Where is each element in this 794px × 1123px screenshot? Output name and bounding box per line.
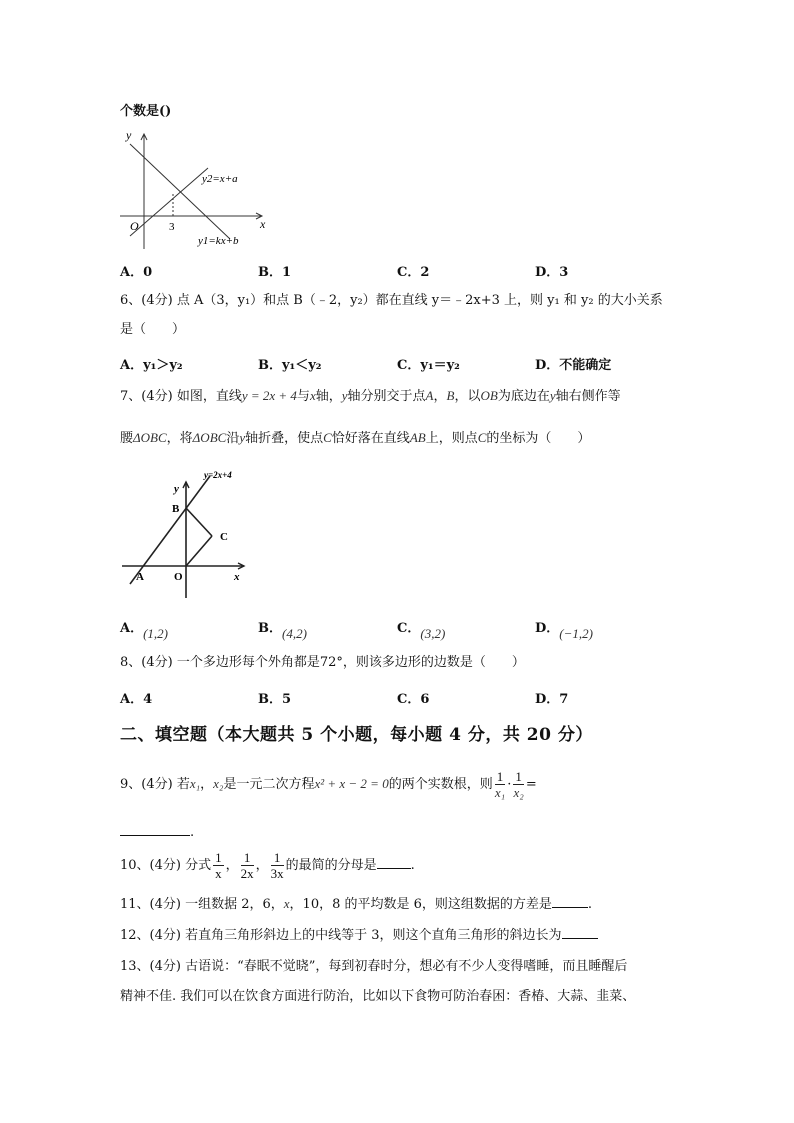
q11-line: 11、(4分) 一组数据 2，6，x，10，8 的平均数是 6，则这组数据的方差是 . [120,896,593,912]
q10-line: 10、(4分) 分式 $\frac{1}{x}$ ， $\frac{1}{2x}$ ， $\frac{1}{3x}$ 的最简的分母是 . [120,850,415,881]
q13-line1: 13、(4分) 古语说：“春眠不觉晓”，每到初春时分，想必有不少人变得嗜睡，而且睡醒后 [120,959,628,974]
q7-option-b: B．(4,2) [258,621,307,641]
q9-line: 9、(4分) 若x₁，x₂是一元二次方程x² + x − 2 = 0的两个实数根，则 $\frac{1}{\text{x₁}}$ · $\frac{1}{\text{x₂}}$ = [120,769,537,800]
q13-line2: 精神不佳. 我们可以在饮食方面进行防治，比如以下食物可防治春困：香椿、大蒜、韭菜、 [120,989,636,1004]
q5-option-a: A．0 [120,265,153,280]
q6-option-a: A．y₁＞y₂ [120,358,183,373]
q5-option-c: C．2 [397,265,430,280]
q5-y-label: y [126,128,132,142]
q9-frac-2: $\frac{1}{\text{x₂}}$ [513,769,524,800]
q7-option-c: C．(3,2) [397,621,446,641]
q5-graph [112,124,272,254]
q12-answer-blank[interactable] [562,926,598,939]
q5-line1-label: y1=kx+b [198,235,239,247]
q7-graph-b-label: B [172,503,180,515]
q8-option-b: B．5 [258,692,292,707]
q9-answer-blank[interactable] [120,823,190,836]
q7-line1: 7、(4分) 如图，直线y = 2x + 4与x轴，y轴分别交于点A，B，以OB为底边在y轴右侧作等 [120,388,621,404]
q10-frac-1: $\frac{1}{x}$ [215,850,222,881]
q7-graph-x-label: x [234,571,240,583]
q9-answer-line: . [120,823,194,841]
q5-origin-label: O [130,219,139,233]
q6-option-b: B．y₁＜y₂ [258,358,322,373]
q8-option-a: A．4 [120,692,153,707]
q7-graph-a-label: A [136,571,144,583]
section-2-heading: 二、填空题（本大题共 5 个小题，每小题 4 分，共 20 分） [120,725,593,745]
q5-line2-label: y2=x+a [202,173,238,185]
q7-option-a: A．(1,2) [120,621,169,641]
q5-x-label: x [260,217,266,231]
q6-line1: 6、(4分) 点 A（3，y₁）和点 B（﹣2，y₂）都在直线 y＝﹣2x+3 上，则 y₁ 和 y₂ 的大小关系 [120,293,663,308]
q10-frac-2: $\frac{1}{2x}$ [240,850,254,881]
q10-answer-blank[interactable] [377,856,411,869]
q7-graph-eq-label: y=2x+4 [204,470,232,480]
q6-option-d: D．不能确定 [535,358,612,373]
q7-graph [114,466,254,606]
q9-frac-1: $\frac{1}{\text{x₁}}$ [494,769,506,800]
q6-line2: 是（ ） [120,322,186,337]
q10-frac-3: $\frac{1}{3x}$ [270,850,284,881]
q8-text: 8、(4分) 一个多边形每个外角都是72°，则该多边形的边数是（ ） [120,655,525,670]
q7-eq: y = 2x + 4 [241,388,297,403]
q5-stem-tail: 个数是() [120,104,172,119]
q11-answer-blank[interactable] [552,895,588,908]
q7-graph-o-label: O [174,571,183,583]
q9-equation: x² + x − 2 = 0 [314,776,389,791]
q7-graph-c-label: C [220,531,228,543]
q7-option-d: D．(−1,2) [535,621,593,641]
q8-option-c: C．6 [397,692,430,707]
q7-line2: 腰ΔOBC，将ΔOBC沿y轴折叠，使点C恰好落在直线AB上，则点C的坐标为（ ） [120,430,591,446]
q8-option-d: D．7 [535,692,569,707]
q7-graph-y-label: y [174,483,179,495]
q5-option-b: B．1 [258,265,292,280]
q12-line: 12、(4分) 若直角三角形斜边上的中线等于 3，则这个直角三角形的斜边长为 [120,926,598,944]
q5-tick-3: 3 [169,221,175,233]
q6-option-c: C．y₁＝y₂ [397,358,460,373]
q5-option-d: D．3 [535,265,569,280]
